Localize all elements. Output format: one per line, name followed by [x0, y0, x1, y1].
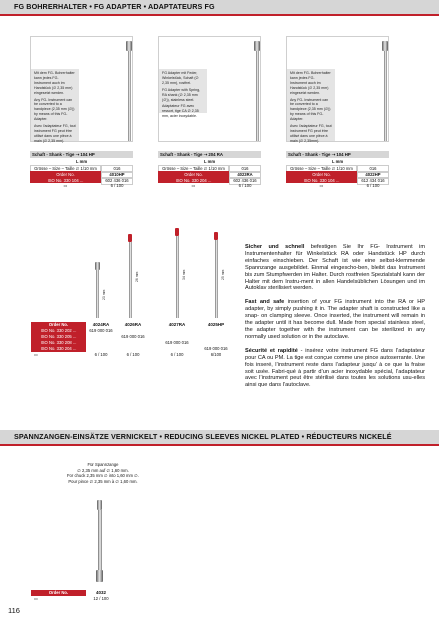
product-iso: 619 000 016	[121, 334, 145, 339]
order-header: Order No.	[31, 590, 86, 596]
pack-icon: ▭	[34, 596, 38, 601]
iso-value: 612 434 016	[357, 177, 389, 185]
note-en: Any FG- Instrument can be converted to a handpiece (2,35 mm (∅)) by means of this FG- Adapter.	[290, 97, 331, 122]
note-fr: Avec l’adaptateur FG, tout instrument FG peut être utilisé dans une pièce à main (∅ 2,35mm).	[290, 124, 332, 143]
pack-icon: ▭	[34, 352, 38, 357]
pack-icon: ▭	[158, 183, 229, 189]
adapter-shank	[384, 51, 387, 141]
lmm-label: L mm	[158, 159, 261, 165]
product-iso: 619 000 016	[165, 340, 189, 345]
product-pack: 6/100	[210, 352, 222, 357]
product-name: 4026RA	[124, 322, 142, 327]
product-iso: 619 000 016	[89, 328, 113, 333]
pack-value: 6 / 100	[110, 183, 124, 188]
adapter-head	[254, 41, 260, 51]
note-en: FG Adapter with Spring, RA shank (∅ 2,35 mm (∅)), stainless steel.	[162, 87, 201, 102]
order-value: 4023RA	[229, 171, 261, 179]
card-note	[287, 69, 335, 141]
product-name: 4025HP	[207, 322, 225, 327]
product-card-3	[286, 36, 389, 142]
pack-value: 6 / 100	[238, 183, 252, 188]
note-de: Mit dem FG- Bohrerhalter kann jedes FG- Instrument auch im Handstück (∅ 2,35 mm) eingesetzt werden.	[34, 71, 75, 95]
order-header: Order No.	[31, 322, 86, 328]
para-en: Fast and safe insertion of your FG instrument into the RA or HP adapter, by simply pushing it in. The adapter shaft is constructed like a snap- on clamping sleeve. Once inserted, the instrument will remain in the adapter until it has become dull. Made from special stainless steel, the adapter together with the instrument can be sterilized in any normally used solution or in the autoclave.	[245, 299, 425, 340]
sleeve-note: Für Spannzange ∅ 2,35 mm auf ∅ 1,60 mm. For chuck 2,35 mm ∅ into 1,60 mm ∅. Pour pince ∅ 2,35 mm à ∅ 1,60 mm.	[67, 462, 139, 484]
para-de: Sicher und schnell befestigen Sie Ihr FG- Instrument im Instrumentenhalter für Winkelstück RA oder Handstück HP durch einfaches einschieben. Der Schaft ist wie eine selbst-klemmende Spannzange ausgebildet. Einmal eingescho-ben, bleibt das Instrument bis zum Stumpfwerden im Halter. Durch rostfreien Spezialstahl kann der Halter mit dem Instru-ment in allen Handelsüblichen Lösungen und im Autoklav sterilisiert werden.	[245, 244, 425, 292]
product-pack: 6 / 100	[94, 352, 108, 357]
pack-row	[286, 183, 389, 189]
dim-label: 25 mm	[221, 269, 225, 280]
shank-label: Schaft - Shank - Tige ➝ 204 RA	[158, 151, 261, 158]
order-label: Order No.	[286, 171, 357, 179]
sleeve-order: 4032	[95, 590, 106, 595]
section-header	[0, 0, 439, 14]
product-pack: 6 / 100	[126, 352, 140, 357]
product-iso: 619 000 016	[204, 346, 228, 351]
shank-label: Schaft - Shank - Tige ➝ 104 HP	[286, 151, 389, 158]
iso-label: ISO No. 330 204 ...	[158, 177, 229, 185]
note-de: FG Adapter mit Feder, Winkelstück, Schaft (∅ 2,35 mm), rostfrei.	[162, 71, 199, 85]
product-name: 4024RA	[92, 322, 110, 327]
size-label: Grösse – Size – Taille ∅ 1/10 mm	[286, 165, 357, 173]
order-label: Order No.	[30, 171, 101, 179]
order-value: 4022HP	[357, 171, 389, 179]
dim-label: 23 mm	[102, 289, 106, 300]
section-title-2: SPANNZANGEN-EINSÄTZE VERNICKELT • REDUCING SLEEVES NICKEL PLATED • RÉDUCTEURS NICKELÉ	[14, 432, 392, 441]
section-title: FG BOHRERHALTER • FG ADAPTER • ADAPTATEURS FG	[14, 2, 215, 11]
shank-label: Schaft - Shank - Tige ➝ 104 HP	[30, 151, 133, 158]
note-fr: Adaptateur FG avec ressort, tige CA ∅ 2,35 mm, acier inoxydable.	[162, 104, 199, 119]
pack-value: 6 / 100	[366, 183, 380, 188]
product-card-2	[158, 36, 261, 142]
card-note	[159, 69, 207, 119]
pack-row	[30, 183, 133, 189]
iso-label: ISO No. 330 104 ...	[286, 177, 357, 185]
size-label: Grösse – Size – Taille ∅ 1/10 mm	[158, 165, 229, 173]
iso-row-label: ISO No. 330 205 ...	[31, 334, 86, 340]
section-header-2	[0, 430, 439, 444]
iso-label: ISO No. 330 104 ...	[30, 177, 101, 185]
size-label: Grösse – Size – Taille ∅ 1/10 mm	[30, 165, 101, 173]
pack-row	[158, 183, 261, 189]
adapter-head	[382, 41, 388, 51]
pack-icon: ▭	[30, 183, 101, 189]
lmm-label: L mm	[30, 159, 133, 165]
sleeve-pack: 12 / 100	[93, 596, 109, 601]
note-en: Any FG- Instrument can be converted to a handpiece (2,35 mm (∅)) by means of this FG- Adapter.	[34, 97, 75, 122]
iso-row-label: ISO No. 330 208 ...	[31, 340, 86, 346]
size-value: 016	[357, 165, 389, 173]
adapter-shank	[256, 51, 259, 141]
order-label: Order No.	[158, 171, 229, 179]
dim-label: 26 mm	[135, 271, 139, 282]
size-value: 016	[101, 165, 133, 173]
section2-rule	[0, 444, 439, 446]
order-value: 4010HP	[101, 171, 133, 179]
dim-label: 34 mm	[182, 269, 186, 280]
adapter-shank	[128, 51, 131, 141]
card-note	[31, 69, 79, 141]
iso-value: 602 436 016	[229, 177, 261, 185]
iso-row-label: ISO No. 330 204 ...	[31, 346, 86, 352]
product-card-1	[30, 36, 133, 142]
lmm-label: L mm	[286, 159, 389, 165]
iso-row-label: ISO No. 330 202 ...	[31, 328, 86, 334]
header-rule	[0, 14, 439, 16]
iso-value: 602 436 016	[101, 177, 133, 185]
note-de: Mit dem FG- Bohrerhalter kann jedes FG- Instrument auch im Handstück (∅ 2,35 mm) eingesetzt werden.	[290, 71, 331, 95]
adapter-head	[126, 41, 132, 51]
page-number: 116	[8, 606, 20, 615]
note-fr: Avec l’adaptateur FG, tout instrument FG peut être utilisé dans une pièce à main (∅ 2,35 mm).	[34, 124, 76, 143]
product-name: 4027RA	[168, 322, 186, 327]
size-value: 016	[229, 165, 261, 173]
pack-icon: ▭	[286, 183, 357, 189]
description-text	[245, 244, 425, 389]
product-pack: 6 / 100	[170, 352, 184, 357]
para-fr: Sécurité et rapidité - insérez votre instrument FG dans l’adaptateur pour CA ou PM. La tige est conçue comme une pince autoserrante. Une fois inseré, l’instrument reste dans l’adapteur jusqu’ à ce que la fraise soit usée. Fabri-qué à partir d’un acier inoxydable spécial, l’adaptateur avec l’instrument peut être stérilisé dans toutes les solutions usu-elles ainsi que dans l’autoclave.	[245, 347, 425, 389]
